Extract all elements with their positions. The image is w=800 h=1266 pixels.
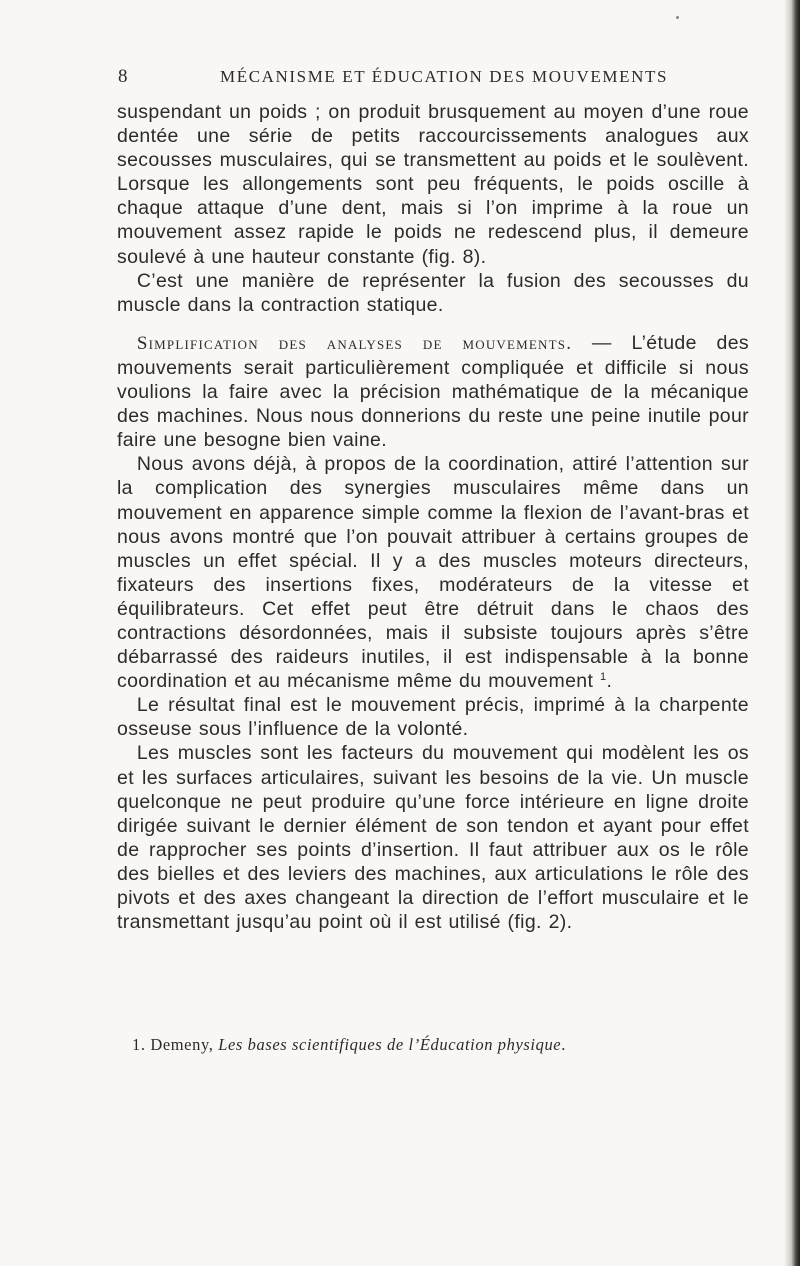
paper-speck — [676, 16, 679, 19]
section-paragraph — [117, 331, 749, 452]
body-text — [117, 100, 749, 934]
paragraph-text: C’est une manière de représenter la fusion des secousses du muscle dans la contraction statique. — [117, 269, 749, 316]
section-lead: L’étude des mouvements serait particulièrement compliquée et difficile si nous voulions la faire avec la précision mathématique de la mécanique des machines. Nous nous donnerions du reste une peine inutile pour faire une besogne bien vaine. — [117, 331, 750, 452]
paragraph: Nous avons déjà, à propos de la coordination, attiré l’attention sur la complication des synergies musculaires même dans un mouvement en apparence simple comme la flexion de l’avant-bras et nous avons montré que l’on pouvait attribuer à certains groupes de muscles un effet spécial. Il y a des muscles moteurs directeurs, fixateurs des insertions fixes, modérateurs de la vitesse et équilibrateurs. Cet effet peut être détruit dans le chaos des contractions désordonnées, mais il subsiste toujours après s’être débarrassé des raideurs inutiles, il est indispensable à la bonne coordination et au mécanisme même du mouvement $^1$. — [117, 453, 749, 693]
footnote-marker: 1 — [600, 671, 607, 684]
footnote-end: . — [561, 1035, 566, 1054]
running-head: MÉCANISME ET ÉDUCATION DES MOUVEMENTS — [220, 67, 668, 86]
page-number: 8 — [118, 66, 129, 87]
paragraph-text: Nous avons déjà, à propos de la coordination, attiré l’attention sur la complication des synergies musculaires même dans un mouvement en apparence simple comme la flexion de l’avant-bras et nous avons montré que l’on pouvait attribuer à certains groupes de muscles un effet spécial. Il y a des muscles moteurs directeurs, fixateurs des insertions fixes, modérateurs de la vitesse et équilibrateurs. Cet effet peut être détruit dans le chaos des contractions désordonnées, mais il subsiste toujours après s’être débarrassé des raideurs inutiles, il est indispensable à la bonne coordination et au mécanisme même du mouvement — [117, 453, 749, 693]
footnote-number: 1. — [132, 1035, 146, 1054]
paragraph — [117, 693, 749, 741]
page-edge-shadow — [784, 0, 800, 1266]
paragraph — [117, 269, 749, 317]
section-dash: — — [572, 331, 632, 354]
footnote-title: Les bases scientifiques de l’Éducation physique — [218, 1035, 562, 1054]
paragraph: suspendant un poids ; on produit brusquement au moyen d’une roue dentée une série de petits raccourcissements analogues aux secousses musculaires, qui se transmettent au poids et le soulèvent. Lorsque les allongements sont peu fréquents, le poids oscille à chaque attaque d’une dent, mais si l’on imprime à la roue un mouvement assez rapide le poids ne redescend plus, il demeure soulevé à une hauteur constante (fig. 8). — [117, 101, 749, 268]
paragraph-text: Le résultat final est le mouvement précis, imprimé à la charpente osseuse sous l’influence de la volonté. — [117, 694, 749, 741]
paragraph — [117, 741, 749, 934]
section-heading: Simplification des analyses de mouvements. — [136, 332, 573, 354]
footnote — [132, 1035, 752, 1055]
paragraph-text: Les muscles sont les facteurs du mouvement qui modèlent les os et les surfaces articulaires, suivant les besoins de la vie. Un muscle quelconque ne peut produire qu’une force intérieure en ligne droite dirigée suivant le dernier élément de son tendon et ayant pour effet de rapprocher ses points d’insertion. Il faut attribuer aux os le rôle des bielles et des leviers des machines, aux articulations le rôle des pivots et des axes changeant la direction de l’effort musculaire et le transmettant jusqu’au point où il est utilisé (fig. 2). — [117, 742, 749, 934]
footnote-author: Demeny, — [150, 1035, 214, 1054]
